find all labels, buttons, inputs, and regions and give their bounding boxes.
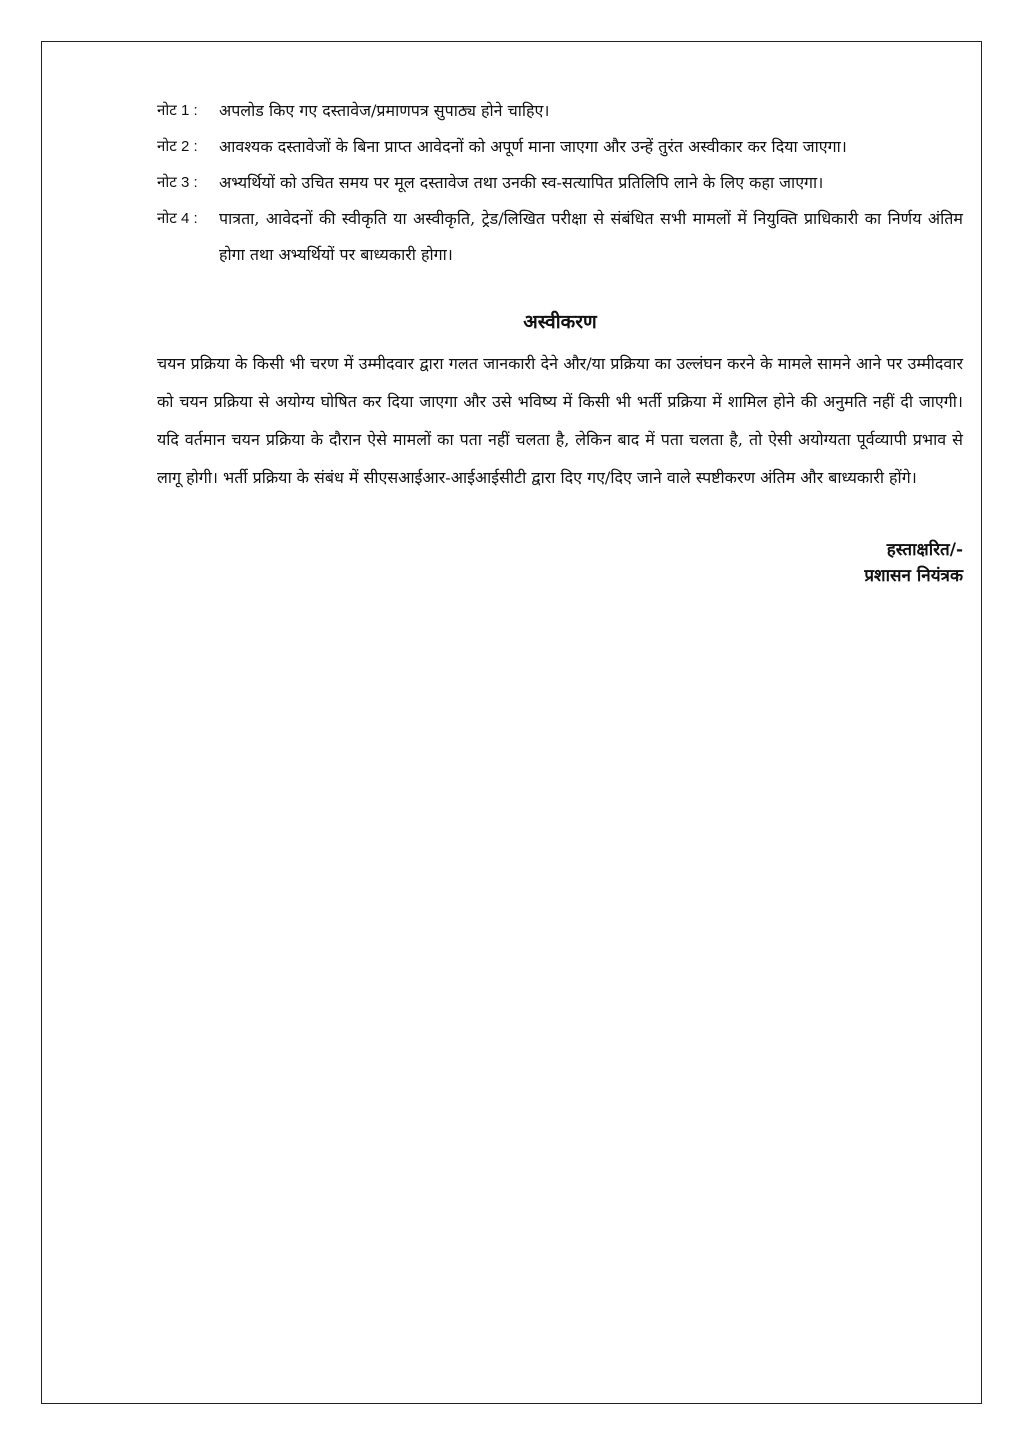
note-text: अभ्यर्थियों को उचित समय पर मूल दस्तावेज तथा उनकी स्व-सत्यापित प्रतिलिपि लाने के लिए कहा जाएगा। [219, 173, 824, 192]
note-label: नोट 2 : [157, 138, 198, 155]
disclaimer-body: चयन प्रक्रिया के किसी भी चरण में उम्मीदवार द्वारा गलत जानकारी देने और/या प्रक्रिया का उल्लंघन करने के मामले सामने आने पर उम्मीदवार को चयन प्रक्रिया से अयोग्य घोषित कर दिया जाएगा और उसे भविष्य में किसी भी भर्ती प्रक्रिया में शामिल होने की अनुमति नहीं दी जाएगी। यदि वर्तमान चयन प्रक्रिया के दौरान ऐसे मामलों का पता नहीं चलता है, लेकिन बाद में पता चलता है, तो ऐसी अयोग्यता पूर्वव्यापी प्रभाव से लागू होगी। भर्ती प्रक्रिया के संबंध में सीएसआईआर-आईआईसीटी द्वारा दिए गए/दिए जाने वाले स्पष्टीकरण अंतिम और बाध्यकारी होंगे। [157, 354, 963, 487]
disclaimer-heading: अस्वीकरण [523, 311, 597, 333]
note-item [157, 93, 963, 129]
note-label: नोट 4 : [157, 210, 198, 227]
note-item [157, 165, 963, 201]
note-item [157, 201, 963, 273]
note-label: नोट 1 : [157, 102, 198, 119]
note-text: पात्रता, आवेदनों की स्वीकृति या अस्वीकृति, ट्रेड/लिखित परीक्षा से संबंधित सभी मामलों में नियुक्ति प्राधिकारी का निर्णय अंतिम होगा तथा अभ्यर्थियों पर बाध्यकारी होगा। [219, 209, 963, 264]
note-text: अपलोड किए गए दस्तावेज/प्रमाणपत्र सुपाठ्य होने चाहिए। [219, 101, 550, 120]
note-text: आवश्यक दस्तावेजों के बिना प्राप्त आवेदनों को अपूर्ण माना जाएगा और उन्हें तुरंत अस्वीकार कर दिया जाएगा। [219, 137, 847, 156]
notes-list [157, 93, 963, 273]
signature-block [157, 537, 963, 589]
document-content [157, 93, 963, 589]
signatory-designation: प्रशासन नियंत्रक [864, 566, 963, 586]
note-item [157, 129, 963, 165]
note-label: नोट 3 : [157, 174, 198, 191]
signed-text: हस्ताक्षरित/- [886, 540, 963, 560]
